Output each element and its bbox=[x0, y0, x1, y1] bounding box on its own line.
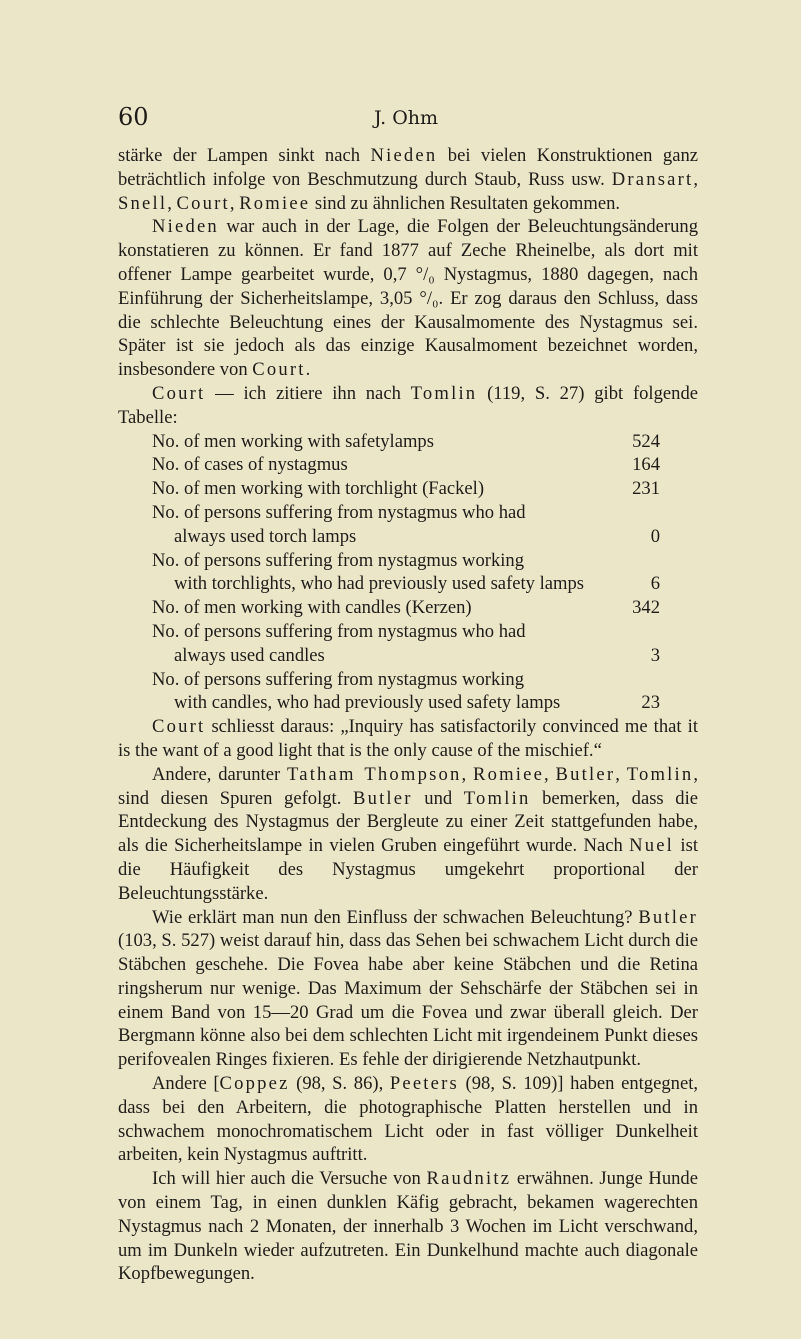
row-label-continuation: always used torch lamps bbox=[174, 525, 357, 547]
paragraph bbox=[118, 906, 698, 1073]
row-label-line: No. of men working with torchlight (Fackel) bbox=[152, 478, 485, 500]
paragraph bbox=[118, 215, 698, 382]
text-run: schliesst daraus: „Inquiry has satisfactorily convinced me that it is the want of a good light that is the only cause of the mischief.“ bbox=[118, 716, 698, 761]
row-label-line: No. of cases of nystagmus bbox=[152, 454, 348, 476]
table-row bbox=[152, 620, 660, 668]
author-name: Romiee bbox=[473, 763, 545, 785]
author-name: Tatham Thompson bbox=[286, 763, 462, 785]
row-value: 231 bbox=[632, 478, 660, 500]
page-header bbox=[118, 104, 694, 134]
author-name: Nieden bbox=[370, 145, 438, 166]
row-label bbox=[152, 549, 620, 597]
row-value: 0 bbox=[650, 525, 660, 547]
author-name: Butler bbox=[352, 787, 413, 809]
text-run: sind zu ähnlichen Resultaten gekommen. bbox=[310, 192, 621, 214]
author-name: Tomlin bbox=[410, 382, 478, 404]
text-run: erwähnen. Junge Hunde von einem Tag, in einen dunklen Käfig gebracht, bekamen wagerechten Nystagmus nach 2 Monaten, der innerhalb 3 Wochen im Licht verschwand, um im Dunkeln wieder aufzutreten. Ein Dunkelhund machte auch diagonale Kopfbewegungen. bbox=[118, 1168, 698, 1285]
author-name: Romiee bbox=[239, 192, 311, 214]
row-value: 524 bbox=[632, 430, 660, 452]
author-name: Dransart bbox=[611, 168, 694, 190]
author-name: Nieden bbox=[152, 216, 219, 238]
text-run: Ich will hier auch die Versuche von bbox=[152, 1168, 427, 1190]
author-name: Court bbox=[152, 382, 206, 404]
row-value: 6 bbox=[650, 573, 660, 595]
statistics-table bbox=[118, 430, 698, 716]
author-name: Court bbox=[152, 716, 206, 738]
text-run: Wie erklärt man nun den Einfluss der schwachen Beleuchtung? bbox=[152, 906, 639, 928]
row-label-continuation: with candles, who had previously used safety lamps bbox=[174, 692, 561, 714]
row-value: 23 bbox=[641, 692, 660, 714]
table-row bbox=[152, 549, 660, 597]
text-run: stärke der Lampen sinkt nach bbox=[118, 145, 371, 166]
row-value: 3 bbox=[650, 644, 660, 666]
text-run: (103, S. 527) weist darauf hin, dass das Sehen bei schwachem Licht durch die Stäbchen geschehe. Die Fovea habe aber keine Stäbchen und die Retina ringsherum nur wenige. Das Maximum der Sehschärfe der Stäbchen sei in einem Band von 15—20 Grad um die Fovea und zwar überall gleich. Der Bergmann könne also bei dem schlechten Licht mit irgendeinem Punkt dieses perifovealen Ringes fixieren. Es fehle der dirigierende Netzhautpunkt. bbox=[118, 930, 698, 1071]
row-label-line: No. of persons suffering from nystagmus working bbox=[152, 549, 525, 571]
row-label bbox=[152, 453, 620, 477]
table-row bbox=[152, 501, 660, 549]
body-text bbox=[118, 144, 698, 1286]
row-label-line: No. of persons suffering from nystagmus who had bbox=[152, 620, 526, 642]
text-run: bei vielen Konstruktionen ganz beträchtlich infolge von Beschmutzung durch Staub, Russ usw. bbox=[118, 145, 698, 190]
text-run: und bbox=[412, 787, 464, 809]
paragraph bbox=[118, 1167, 698, 1286]
table-row bbox=[152, 453, 660, 477]
table-row bbox=[152, 477, 660, 501]
row-value: 164 bbox=[632, 454, 660, 476]
row-label-line: No. of persons suffering from nystagmus who had bbox=[152, 501, 526, 523]
paragraph bbox=[118, 715, 698, 763]
row-label bbox=[152, 596, 620, 620]
row-label-line: No. of persons suffering from nystagmus working bbox=[152, 668, 525, 690]
text-run: Andere [ bbox=[152, 1073, 220, 1095]
row-label bbox=[152, 501, 620, 549]
row-label-continuation: always used candles bbox=[174, 644, 325, 666]
paragraph bbox=[118, 382, 698, 430]
row-label bbox=[152, 668, 620, 716]
row-label bbox=[152, 477, 620, 501]
paragraph bbox=[118, 144, 698, 215]
paragraph bbox=[118, 1072, 698, 1167]
author-name: Snell bbox=[118, 192, 168, 214]
text-run: ist die Häufigkeit des Nystagmus umgekehrt proportional der Beleuchtungsstärke. bbox=[118, 835, 698, 904]
row-label-continuation: with torchlights, who had previously used safety lamps bbox=[174, 573, 585, 595]
author-name: Tomlin bbox=[626, 763, 694, 785]
text-run: , sind diesen Spuren gefolgt. bbox=[118, 763, 699, 809]
text-run: , bbox=[693, 168, 698, 190]
table-row bbox=[152, 596, 660, 620]
table-row bbox=[152, 430, 660, 454]
text-run: , bbox=[167, 192, 177, 214]
author-name: Court bbox=[176, 192, 230, 214]
text-run: , bbox=[544, 763, 556, 785]
author-name: Raudnitz bbox=[426, 1168, 512, 1190]
author-name: Tomlin bbox=[463, 787, 531, 809]
row-label bbox=[152, 620, 620, 668]
text-run: , bbox=[229, 192, 240, 214]
text-run: (98, S. 109)] haben entgegnet, dass bei den Arbeitern, die photographische Platten herstellen und in schwachem monochromatischem Licht oder in fast völliger Dunkelheit arbeiten, kein Nystagmus auftritt. bbox=[118, 1073, 699, 1166]
author-name: Butler bbox=[638, 906, 698, 928]
text-run: — ich zitiere ihn nach bbox=[205, 382, 411, 404]
text-run: , bbox=[615, 763, 627, 785]
author-name: Butler bbox=[555, 763, 616, 785]
author-name: Coppez bbox=[219, 1073, 290, 1095]
text-run: , bbox=[461, 763, 473, 785]
text-run: (98, S. 86), bbox=[289, 1073, 390, 1095]
page-number: 60 bbox=[118, 103, 149, 131]
table-row bbox=[152, 668, 660, 716]
running-head: J. Ohm bbox=[373, 107, 439, 129]
text-run: bemerken, dass die Entdeckung des Nystagmus der Bergleute zu einer Zeit stattgefunden habe, als die Sicherheitslampe in vielen Gruben eingeführt wurde. Nach bbox=[118, 787, 698, 857]
paragraph bbox=[118, 763, 698, 906]
row-label-line: No. of men working with safetylamps bbox=[152, 430, 434, 452]
text-run: war auch in der Lage, die Folgen der Beleuchtungsänderung konstatieren zu können. Er fand 1877 auf Zeche Rheinelbe, als dort mit offener Lampe gearbeitet wurde, 0,7 °/₀ Nystagmus, 1880 dagegen, nach Einführung der Sicherheitslampe, 3,05 °/₀. Er zog daraus den Schluss, dass die schlechte Beleuchtung eines der Kausalmomente des Nystagmus sei. Später ist sie jedoch als das einzige Kausalmoment bezeichnet worden, insbesondere von bbox=[118, 216, 698, 381]
row-value: 342 bbox=[632, 597, 660, 619]
text-run: (119, S. 27) gibt folgende Tabelle: bbox=[118, 382, 698, 428]
author-name: Peeters bbox=[389, 1073, 459, 1095]
author-name: Nuel bbox=[629, 835, 675, 857]
text-run: Andere, darunter bbox=[152, 763, 287, 785]
row-label bbox=[152, 430, 620, 454]
row-label-line: No. of men working with candles (Kerzen) bbox=[152, 597, 472, 619]
text-run: . bbox=[305, 359, 311, 381]
author-name: Court bbox=[252, 359, 306, 381]
